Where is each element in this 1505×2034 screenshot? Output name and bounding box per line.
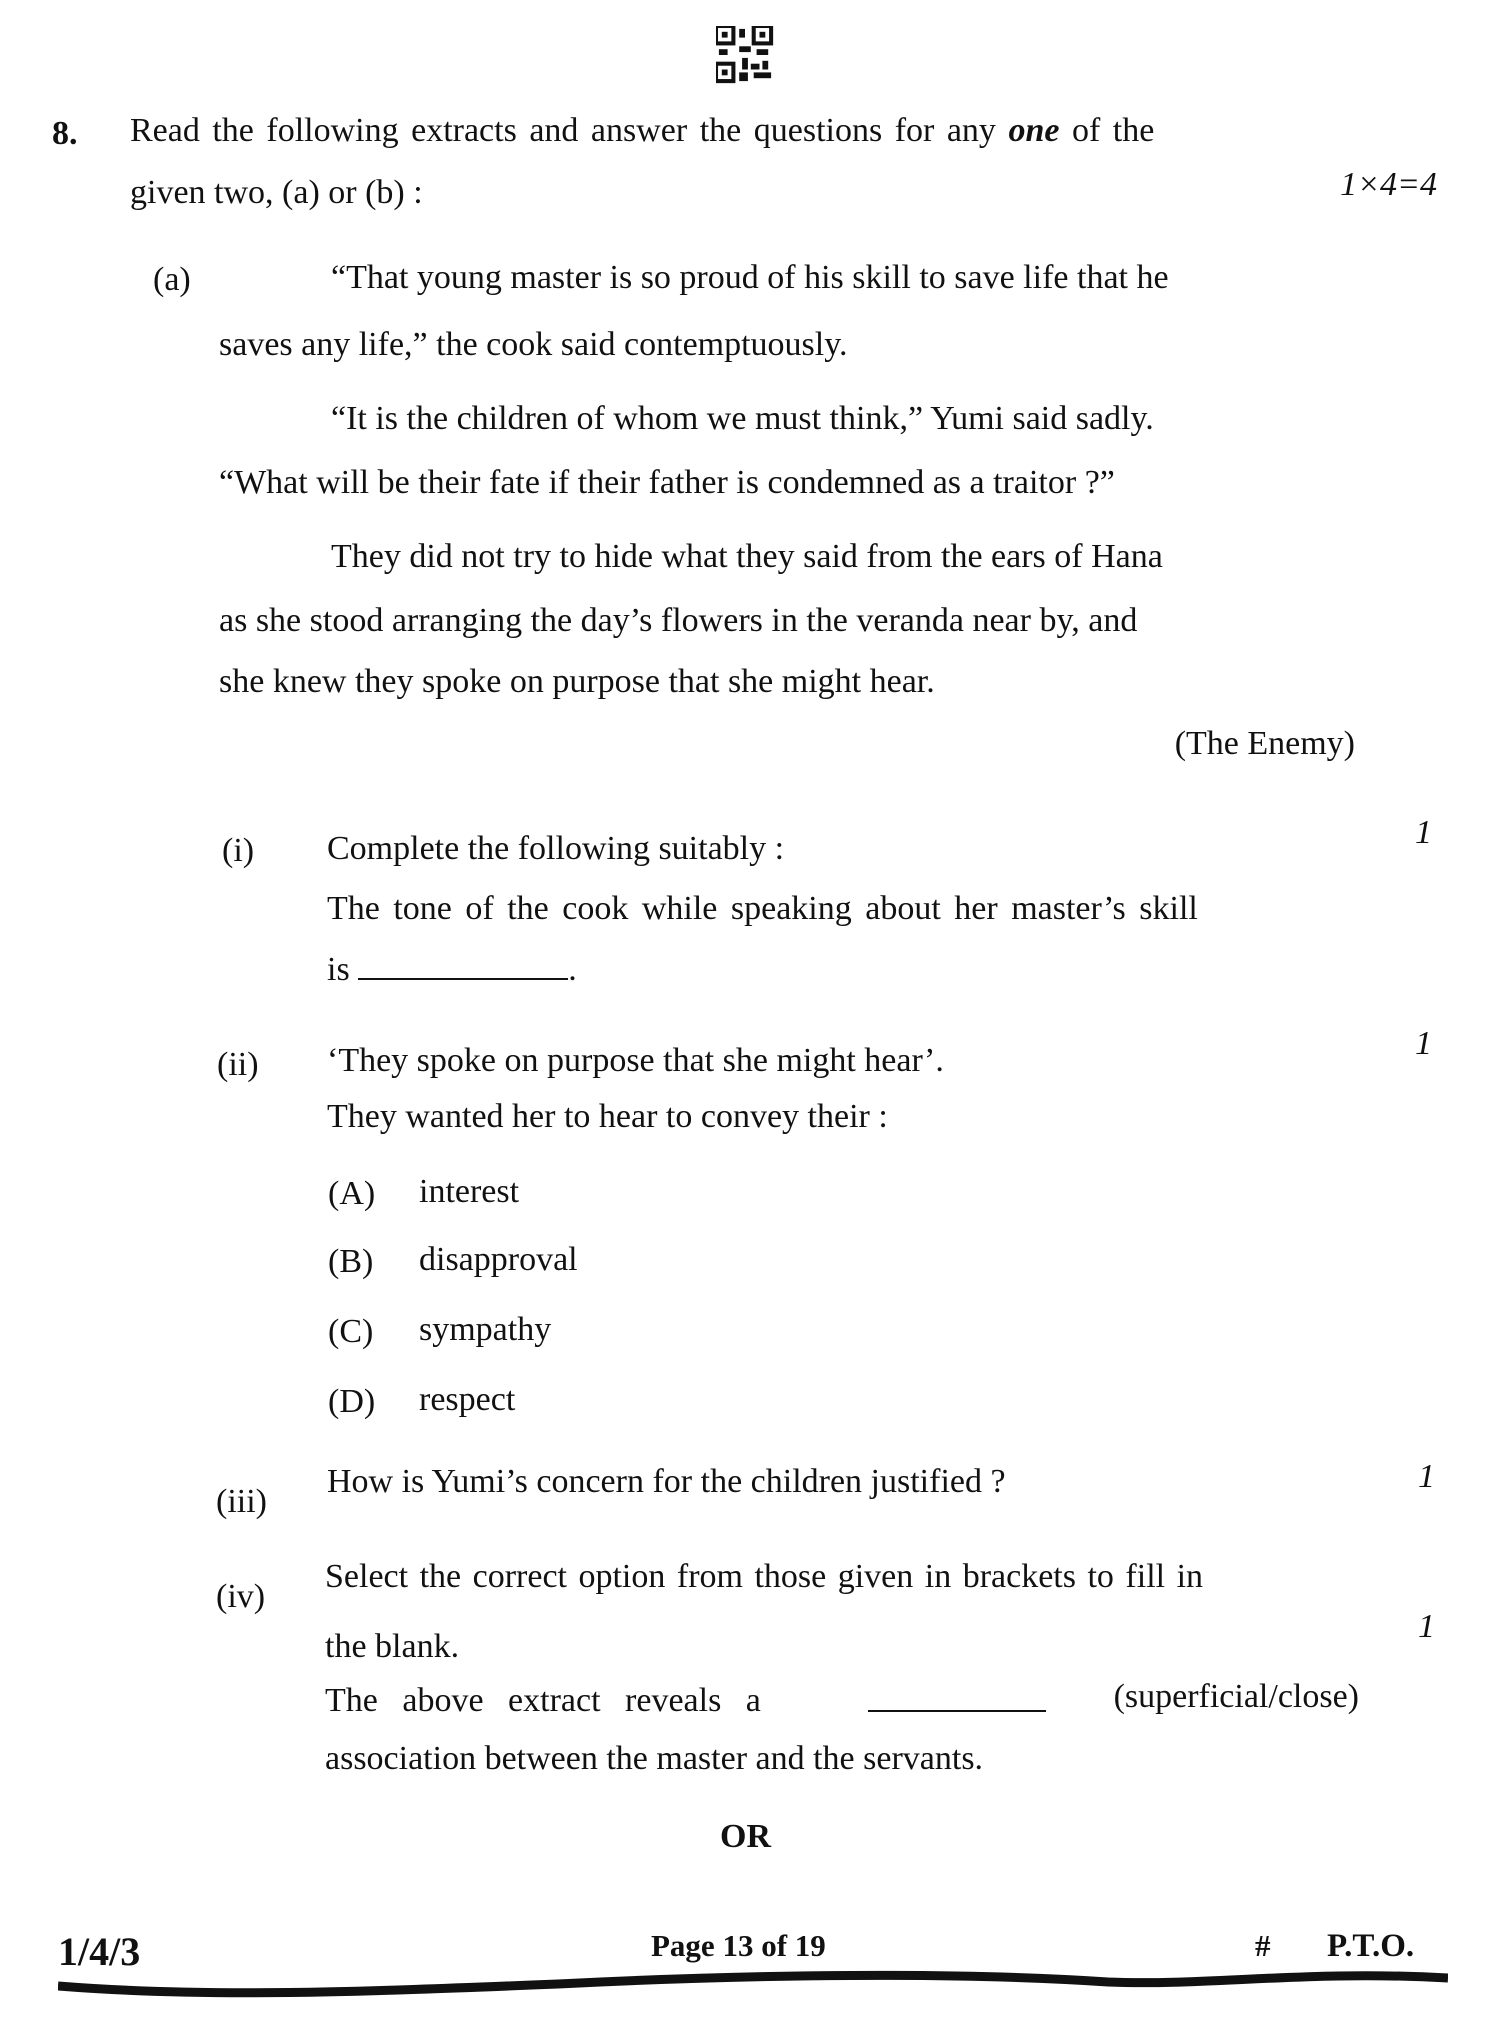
subq-number: (ii) (217, 1046, 259, 1083)
subq-text-end: . (568, 951, 577, 988)
subq-number: (i) (222, 832, 255, 869)
footer-pto: P.T.O. (1327, 1928, 1415, 1964)
option-text: disapproval (419, 1241, 578, 1278)
extract-line: saves any life,” the cook said contemptuously. (219, 326, 848, 363)
question-instruction (130, 114, 1154, 148)
subq-text: The tone of the cook while speaking about her master’s skill (327, 890, 1198, 927)
footer-hash: # (1255, 1928, 1271, 1963)
subq-text: ‘They spoke on purpose that she might hear’. (327, 1042, 944, 1079)
option-label: (B) (328, 1243, 374, 1280)
or-separator: OR (720, 1818, 771, 1855)
option-text: respect (419, 1381, 516, 1418)
option-label: (A) (328, 1175, 376, 1212)
option-label: (D) (328, 1383, 376, 1420)
extract-source: (The Enemy) (1174, 725, 1355, 762)
subq-text: They wanted her to hear to convey their : (327, 1098, 888, 1135)
extract-line: “That young master is so proud of his skill to save life that he (331, 259, 1169, 296)
extract-line: she knew they spoke on purpose that she might hear. (219, 663, 935, 700)
question-number: 8. (52, 115, 78, 152)
subq-text: is (327, 951, 350, 988)
subq-text: How is Yumi’s concern for the children justified ? (327, 1463, 1006, 1500)
subq-text: the blank. (325, 1628, 460, 1665)
footer-page-number: Page 13 of 19 (651, 1928, 826, 1963)
subq-text: Complete the following suitably : (327, 830, 785, 867)
subq-text: Select the correct option from those given in brackets to fill in (325, 1558, 1204, 1595)
instruction-text: Read the following extracts and answer the questions for any (130, 112, 1009, 149)
question-marks: 1×4=4 (1340, 166, 1437, 203)
subq-number: (iv) (216, 1578, 266, 1615)
subq-text: association between the master and the servants. (325, 1740, 984, 1777)
instruction-emphasis: one (1008, 112, 1060, 149)
subq-number: (iii) (216, 1483, 267, 1520)
answer-blank (358, 976, 568, 980)
instruction-text-end: of the (1059, 112, 1155, 149)
option-label: (C) (328, 1313, 374, 1350)
qr-code-icon (716, 26, 774, 84)
extract-line: They did not try to hide what they said from the ears of Hana (331, 538, 1163, 575)
extract-label: (a) (153, 261, 191, 298)
subq-marks: 1 (1418, 1458, 1435, 1495)
subq-marks: 1 (1415, 1025, 1432, 1062)
subq-text: The above extract reveals a (325, 1682, 761, 1719)
option-text: sympathy (419, 1311, 552, 1348)
footer-code: 1/4/3 (58, 1929, 141, 1974)
question-instruction-line2: given two, (a) or (b) : (130, 174, 423, 211)
extract-line: “What will be their fate if their father is condemned as a traitor ?” (219, 464, 1115, 501)
subq-marks: 1 (1415, 814, 1432, 851)
extract-line: as she stood arranging the day’s flowers in the veranda near by, and (219, 602, 1138, 639)
option-text: interest (419, 1173, 520, 1210)
subq-text-line (327, 953, 577, 987)
answer-blank (868, 1686, 1046, 1712)
subq-marks: 1 (1418, 1608, 1435, 1645)
subq-text: (superficial/close) (1113, 1678, 1359, 1715)
footer-rule (58, 1968, 1448, 1998)
extract-line: “It is the children of whom we must think,” Yumi said sadly. (331, 400, 1154, 437)
